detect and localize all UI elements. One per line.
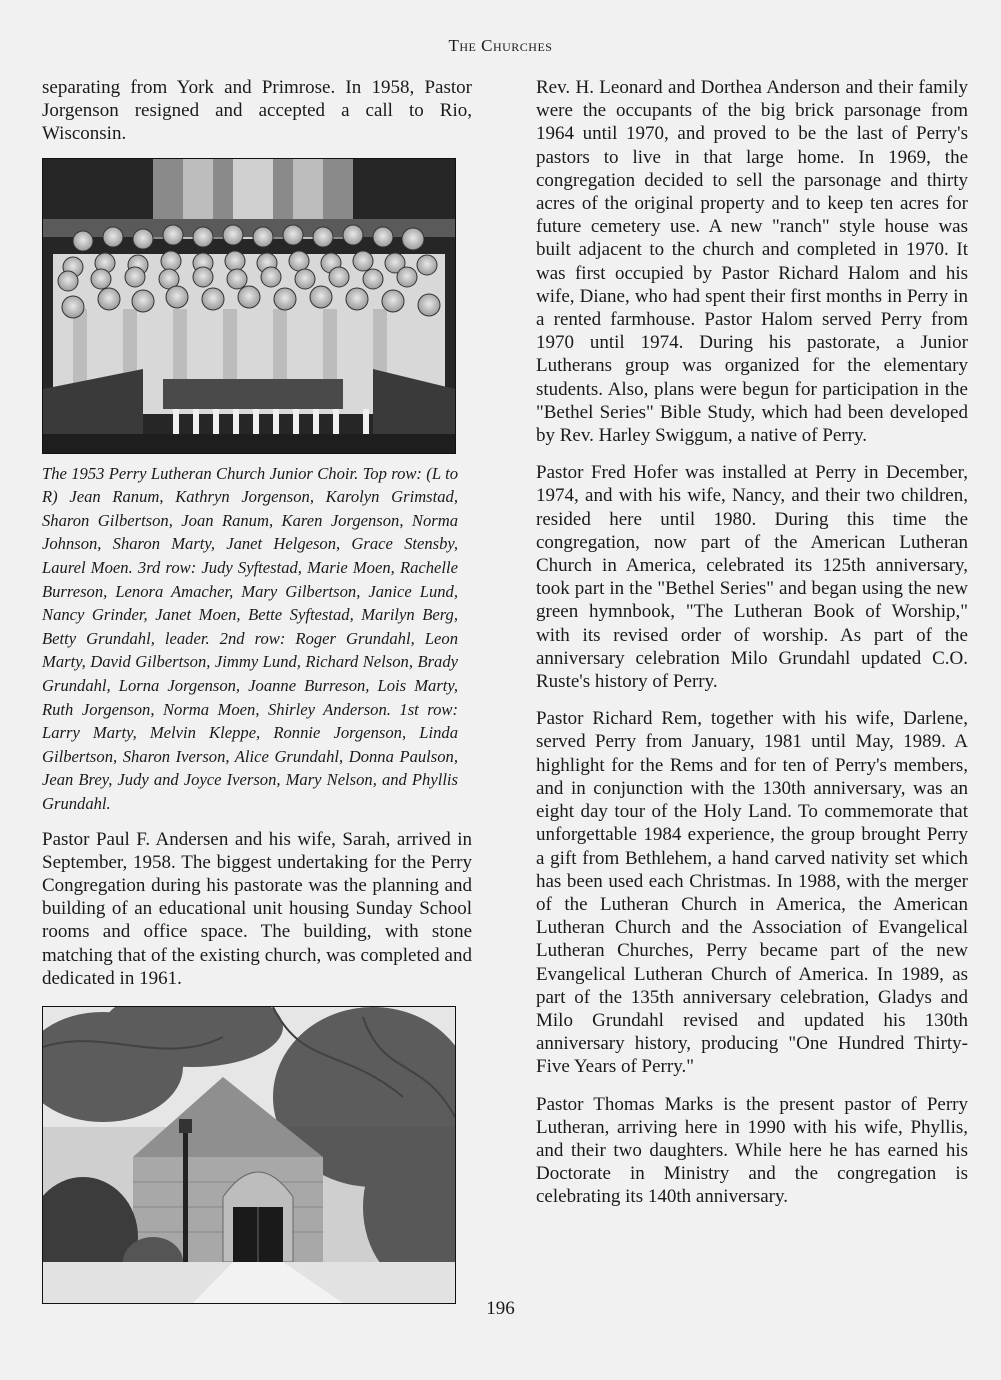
paragraph-intro: separating from York and Primrose. In 1958, Pastor Jorgenson resigned and accepted a call to Rio, Wisconsin. [42, 77, 472, 145]
paragraph-rem: Pastor Richard Rem, together with his wife, Darlene, served Perry from January, 1981 until May, 1989. A highlight for the Rems and for ten of Perry's members, and in conjunction with the 130th anniversary, was an eight day tour of the Holy Land. To commemorate that unforgettable 1984 experience, the group brought Perry a gift from Bethlehem, a hand carved nativity set which has been used each Christmas. In 1988, with the merger of the Lutheran Church in America, the American Lutheran Church and the Association of Evangelical Lutheran Churches, Perry became part of the new Evangelical Lutheran Church of America. In 1989, as part of the 135th anniversary celebration, Gladys and Milo Grundahl revised and updated his 130th anniversary history, producing "One Hundred Thirty-Five Years of Perry." [536, 708, 968, 1078]
right-column [536, 76, 968, 1223]
page-number: 196 [486, 1298, 515, 1319]
choir-photo [42, 158, 456, 454]
left-column [42, 76, 472, 1304]
running-head: The Churches [448, 36, 553, 55]
church-photo [42, 1006, 456, 1304]
paragraph-hofer: Pastor Fred Hofer was installed at Perry in December, 1974, and with his wife, Nancy, and their two children, resided here until 1980. During this time the congregation, now part of the American Lutheran Church in America, celebrated its 125th anniversary, took part in the "Bethel Series" and began using the new green hymnbook, "The Lutheran Book of Worship," with its revised order of worship. As part of the anniversary celebration Milo Grundahl updated C.O. Ruste's history of Perry. [536, 462, 968, 693]
paragraph-marks: Pastor Thomas Marks is the present pastor of Perry Lutheran, arriving here in 1990 with his wife, Phyllis, and their two daughters. While here he has earned his Doctorate in Ministry and the congregation is celebrating its 140th anniversary. [536, 1093, 968, 1208]
choir-photo-caption: The 1953 Perry Lutheran Church Junior Choir. Top row: (L to R) Jean Ranum, Kathryn Jorgenson, Karolyn Grimstad, Sharon Gilbertson, Joan Ranum, Karen Jorgenson, Norma Johnson, Sharon Marty, Janet Helgeson, Grace Stensby, Laurel Moen. 3rd row: Judy Syftestad, Marie Moen, Rachelle Burreson, Lenora Amacher, Mary Gilbertson, Janice Lund, Nancy Grinder, Janet Moen, Bette Syftestad, Marilyn Berg, Betty Grundahl, leader. 2nd row: Roger Grundahl, Leon Marty, David Gilbertson, Jimmy Lund, Richard Nelson, Brady Grundahl, Lorna Jorgenson, Joanne Burreson, Lois Marty, Ruth Jorgenson, Norma Moen, Shirley Anderson. 1st row: Larry Marty, Melvin Kleppe, Ronnie Jorgenson, Linda Gilbertson, Sharon Iverson, Alice Grundahl, Donna Paulson, Jean Brey, Judy and Joyce Iverson, Mary Nelson, and Phyllis Grundahl. [42, 463, 458, 813]
paragraph-andersen: Pastor Paul F. Andersen and his wife, Sarah, arrived in September, 1958. The biggest undertaking for the Perry Congregation during his pastorate was the planning and building of an educational unit housing Sunday School rooms and office space. The building, with stone matching that of the existing church, was completed and dedicated in 1961. [42, 828, 472, 989]
paragraph-anderson: Rev. H. Leonard and Dorthea Anderson and their family were the occupants of the big brick parsonage from 1964 until 1970, and proved to be the last of Perry's pastors to live in that large home. In 1969, the congregation decided to sell the parsonage and thirty acres of the original property and to keep ten acres for future cemetery use. A new "ranch" style house was built adjacent to the church and completed in 1970. It was first occupied by Pastor Richard Halom and his wife, Diane, who had spent their first months in Perry in a rented farmhouse. Pastor Halom served Perry from 1970 until 1974. During his pastorate, a Junior Lutherans group was organized for the elementary students. Also, plans were begun for participation in the "Bethel Series" Bible Study, which had been developed by Rev. Harley Swiggum, a native of Perry. [536, 77, 968, 447]
